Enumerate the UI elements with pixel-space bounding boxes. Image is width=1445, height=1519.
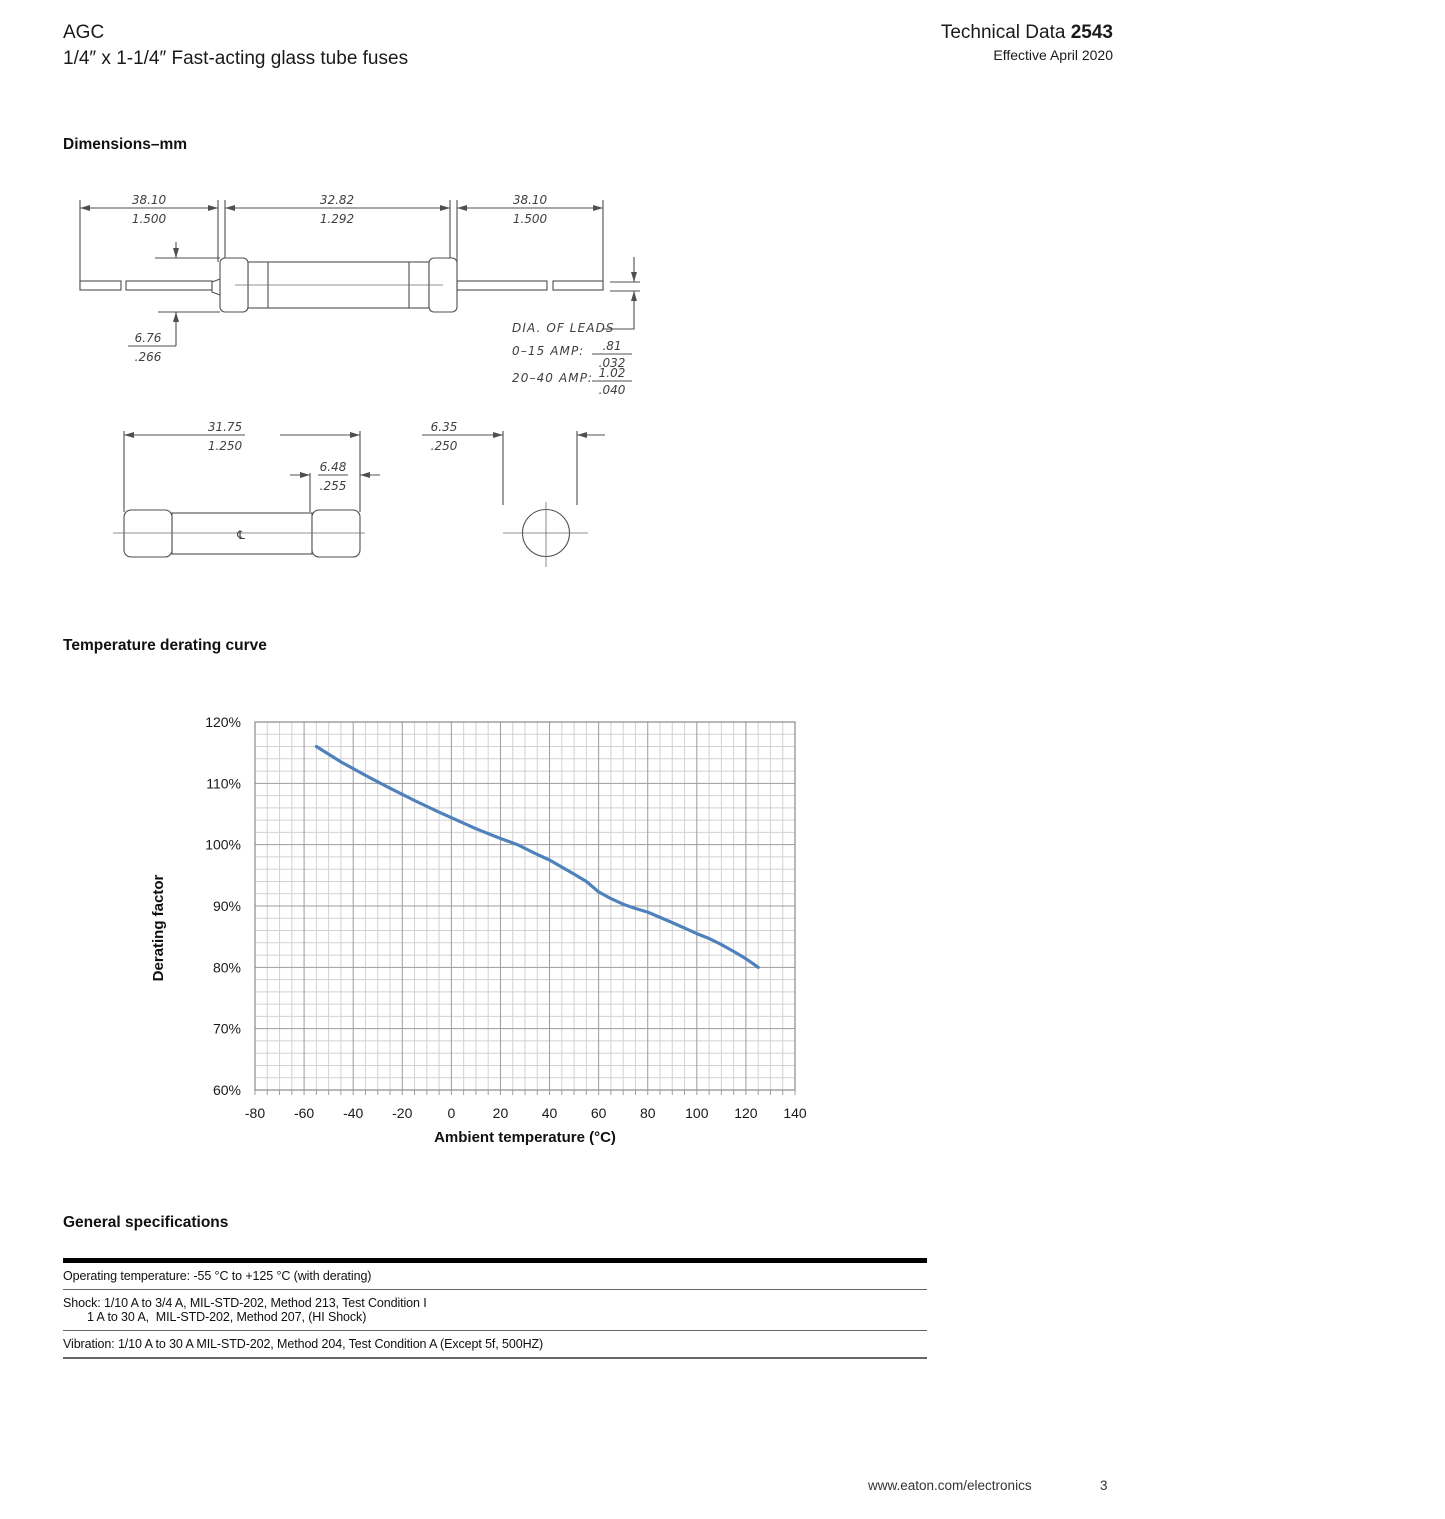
derating-chart	[140, 695, 840, 1165]
dim-body-mm: 32.82	[319, 193, 355, 207]
header-left	[63, 20, 408, 72]
leads-range2-in: .040	[598, 383, 626, 397]
dia-of-leads-label: DIA. OF LEADS	[512, 321, 615, 335]
header-right	[700, 22, 1113, 63]
svg-text:80: 80	[639, 1105, 656, 1121]
product-subtitle: 1/4″ x 1-1/4″ Fast-acting glass tube fuses	[63, 48, 409, 69]
svg-text:-60: -60	[293, 1105, 315, 1121]
svg-text:60%: 60%	[212, 1082, 241, 1098]
svg-text:20: 20	[492, 1105, 509, 1121]
svg-text:100%: 100%	[205, 836, 241, 853]
doc-effective-date: Effective April 2020	[993, 47, 1113, 63]
svg-text:140: 140	[783, 1105, 807, 1121]
spec-text: Vibration: 1/10 A to 30 A MIL-STD-202, Method 204, Test Condition A (Except 5f, 500HZ)	[63, 1337, 544, 1351]
centerline-symbol: ℄	[235, 528, 247, 542]
dim-cap-in: .255	[319, 479, 347, 493]
footer-page-number: 3	[1100, 1478, 1108, 1493]
svg-text:80%: 80%	[212, 959, 241, 976]
svg-text:70%: 70%	[212, 1020, 241, 1037]
svg-text:110%: 110%	[206, 775, 241, 792]
lead-left-inner	[126, 281, 212, 290]
svg-text:120%: 120%	[205, 714, 241, 730]
leads-range1-in: .032	[598, 356, 626, 370]
dim-height-mm: 6.76	[134, 331, 162, 345]
leads-range1-label: 0–15 AMP:	[512, 344, 585, 358]
leads-range1-mm: .81	[602, 339, 622, 353]
dimensions-heading: Dimensions–mm	[63, 136, 188, 153]
fuse-top-view-drawing	[63, 190, 648, 400]
spec-row-shock	[63, 1290, 927, 1331]
product-name: AGC	[63, 22, 105, 43]
spec-text: Operating temperature: -55 °C to +125 °C (with derating)	[63, 1269, 372, 1283]
dim-lead-left-mm: 38.10	[131, 193, 167, 207]
lead-left-outer	[80, 281, 121, 290]
lead-right-outer	[553, 281, 603, 290]
doc-title	[700, 22, 1113, 44]
dim-cap-mm: 6.48	[319, 460, 347, 474]
side-cap-right	[312, 510, 360, 557]
general-specs-table	[63, 1258, 927, 1359]
dim-dia-mm: 6.35	[430, 420, 458, 434]
svg-text:120: 120	[734, 1105, 758, 1121]
svg-text:40: 40	[541, 1105, 558, 1121]
svg-text:-20: -20	[392, 1105, 413, 1121]
doc-label: Technical Data	[940, 22, 1066, 43]
footer-url: www.eaton.com/electronics	[868, 1478, 1032, 1493]
spec-row-operating-temperature	[63, 1263, 927, 1290]
svg-text:100: 100	[685, 1105, 709, 1121]
y-axis-title: Derating factor	[150, 874, 167, 982]
side-cap-left	[124, 510, 172, 557]
x-axis-title: Ambient temperature (°C)	[434, 1129, 616, 1146]
spec-row-vibration	[63, 1331, 927, 1359]
doc-number: 2543	[1070, 22, 1113, 43]
dim-length-mm: 31.75	[207, 420, 243, 434]
dim-lead-right-mm: 38.10	[512, 193, 548, 207]
svg-text:60: 60	[590, 1105, 607, 1121]
dim-length-in: 1.250	[207, 439, 243, 453]
derating-chart-svg	[140, 695, 840, 1160]
svg-text:-40: -40	[343, 1105, 364, 1121]
svg-text:0: 0	[447, 1105, 456, 1121]
svg-text:-80: -80	[244, 1105, 266, 1121]
dim-lead-left-in: 1.500	[131, 212, 167, 226]
spec-text-continued: 1 A to 30 A, MIL-STD-202, Method 207, (HI Shock)	[87, 1310, 367, 1324]
lead-right-inner	[457, 281, 547, 290]
specs-heading: General specifications	[63, 1214, 229, 1231]
leads-range2-mm: 1.02	[598, 366, 626, 380]
dim-body-in: 1.292	[319, 212, 355, 226]
fuse-side-end-view-drawing	[100, 415, 620, 600]
svg-text:90%: 90%	[212, 898, 241, 914]
dim-height-in: .266	[134, 350, 162, 364]
spec-text: Shock: 1/10 A to 3/4 A, MIL-STD-202, Method 213, Test Condition I	[63, 1296, 427, 1310]
leads-range2-label: 20–40 AMP:	[512, 371, 593, 385]
derating-heading: Temperature derating curve	[63, 637, 267, 654]
dim-dia-in: .250	[430, 439, 458, 453]
dim-lead-right-in: 1.500	[512, 212, 548, 226]
